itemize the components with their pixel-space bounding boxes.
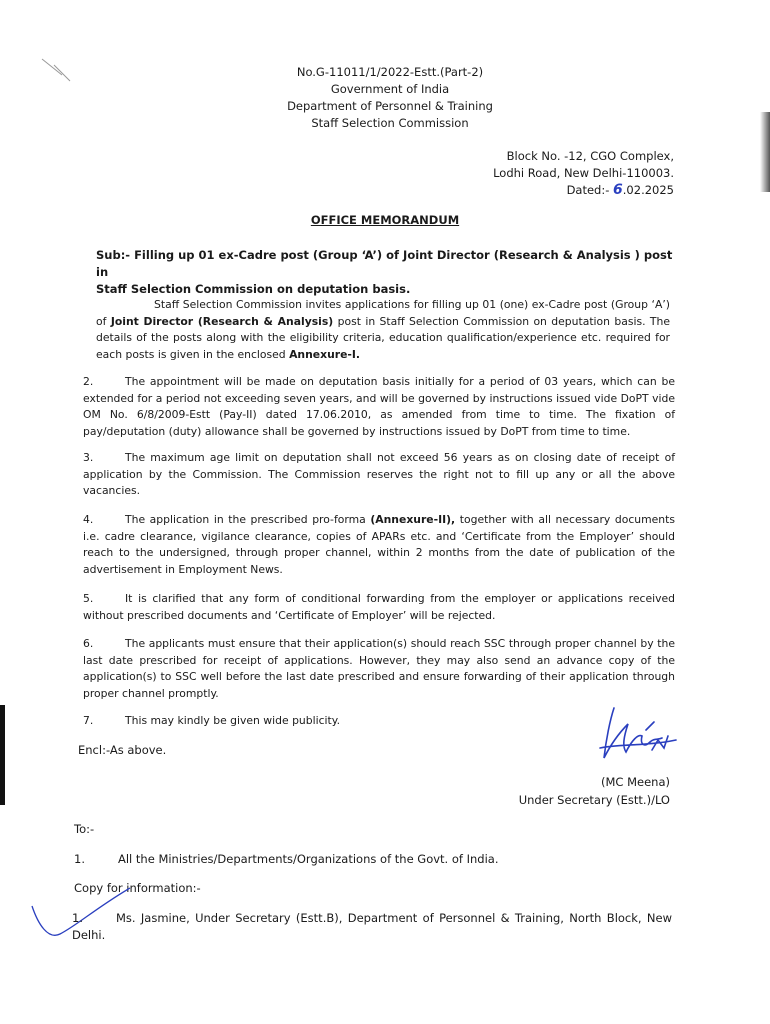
paragraph-6-number: 6. — [83, 637, 94, 650]
paragraph-6-text: The applicants must ensure that their application(s) should reach SSC through proper channel by the last date prescribed for receipt of applications. However, they may also send an advance copy of the application(s) to SSC well before the last date prescribed and ensure forwarding of their application through proper channel promptly. — [83, 637, 675, 700]
paragraph-3 — [83, 450, 675, 500]
scan-edge-right — [760, 112, 770, 192]
subject-block — [96, 247, 676, 298]
signatory-block — [519, 773, 670, 809]
paragraph-3-number: 3. — [83, 451, 94, 464]
paragraph-1-bold-post: Joint Director (Research & Analysis) — [110, 314, 334, 328]
copy-item-1 — [72, 910, 672, 944]
office-name: Staff Selection Commission — [311, 116, 469, 130]
to-item-1 — [74, 852, 499, 866]
paragraph-5-text: It is clarified that any form of conditional forwarding from the employer or applications received without prescribed documents and ‘Certificate of Employer’ will be rejected. — [83, 592, 675, 622]
address-line-1: Block No. -12, CGO Complex, — [506, 149, 674, 163]
paragraph-5-number: 5. — [83, 592, 94, 605]
scan-edge-left — [0, 705, 5, 805]
paragraph-3-text: The maximum age limit on deputation shall not exceed 56 years as on closing date of receipt of application by the Commission. The Commission reserves the right not to fill up any or all the above vacancies. — [83, 451, 675, 497]
paragraph-7-number: 7. — [83, 714, 94, 727]
subject-line-1: Sub:- Filling up 01 ex-Cadre post (Group ‘A’) of Joint Director (Research & Analysis ) post in — [96, 248, 673, 279]
paragraph-1-bold-annexure: Annexure-I. — [289, 347, 361, 361]
copy-item-1-text: Ms. Jasmine, Under Secretary (Estt.B), Department of Personnel & Training, North Block, New Delhi. — [72, 911, 672, 942]
paragraph-1-text-a: Staff Selection Commission invites applications for filling up 01 (one) ex-Cadre post (Group ‘A’) of — [96, 298, 670, 328]
address-block — [493, 148, 674, 199]
paragraph-2-number: 2. — [83, 375, 94, 388]
paragraph-4-text-b: together with all necessary documents i.e. cadre clearance, vigilance clearance, copies of APARs etc. and ‘Certificate from the Employer’ should reach to the undersigned, through proper channel, within 2 months from the date of publication of the advertisement in Employment News. — [83, 513, 675, 576]
paragraph-2-text: The appointment will be made on deputation basis initially for a period of 03 years, which can be extended for a period not exceeding seven years, and will be governed by instructions issued vide DoPT vide OM No. 6/8/2009-Estt (Pay-II) dated 17.06.2010, as amended from time to time. The fixation of pay/deputation (duty) allowance shall be governed by instructions issued by DoPT from time to time. — [83, 375, 675, 438]
address-line-2: Lodhi Road, New Delhi-110003. — [493, 166, 674, 180]
paragraph-2 — [83, 374, 675, 440]
paragraph-7 — [83, 713, 675, 730]
to-item-1-text: All the Ministries/Departments/Organizations of the Govt. of India. — [118, 852, 499, 866]
paragraph-5 — [83, 591, 675, 624]
paragraph-4-number: 4. — [83, 513, 94, 526]
to-label: To:- — [74, 822, 95, 836]
copy-label: Copy for information:- — [74, 881, 201, 895]
paragraph-4-bold-annexure: (Annexure-II), — [370, 513, 456, 526]
paragraph-1 — [96, 297, 670, 363]
header-block — [230, 64, 550, 132]
paragraph-6 — [83, 636, 675, 702]
paragraph-4-text-a: The application in the prescribed pro-forma — [125, 513, 371, 526]
document-title: OFFICE MEMORANDUM — [310, 213, 460, 227]
subject-line-2: Staff Selection Commission on deputation basis. — [96, 282, 411, 296]
paragraph-7-text: This may kindly be given wide publicity. — [125, 714, 341, 727]
paragraph-1-text-b: post in Staff Selection Commission on deputation basis. The details of the posts along with the eligibility criteria, education qualification/experience etc. required for each posts is given in the enclosed — [96, 314, 671, 361]
department-name: Department of Personnel & Training — [287, 99, 493, 113]
enclosure-note: Encl:-As above. — [78, 743, 167, 757]
government-name: Government of India — [330, 82, 450, 96]
to-item-1-number: 1. — [74, 852, 85, 866]
signature-image — [588, 700, 688, 770]
copy-item-1-number: 1. — [72, 911, 83, 925]
signatory-name: (MC Meena) — [601, 775, 670, 789]
dated-label: Dated:- — [566, 183, 610, 197]
paragraph-4 — [83, 512, 675, 578]
dated-month-year: .02.2025 — [622, 183, 674, 197]
dated-day: 6 — [613, 182, 623, 198]
reference-number: No.G-11011/1/2022-Estt.(Part-2) — [296, 65, 484, 79]
signatory-designation: Under Secretary (Estt.)/LO — [518, 793, 670, 807]
pen-mark-top-left — [40, 55, 80, 85]
dated-line — [493, 182, 674, 199]
